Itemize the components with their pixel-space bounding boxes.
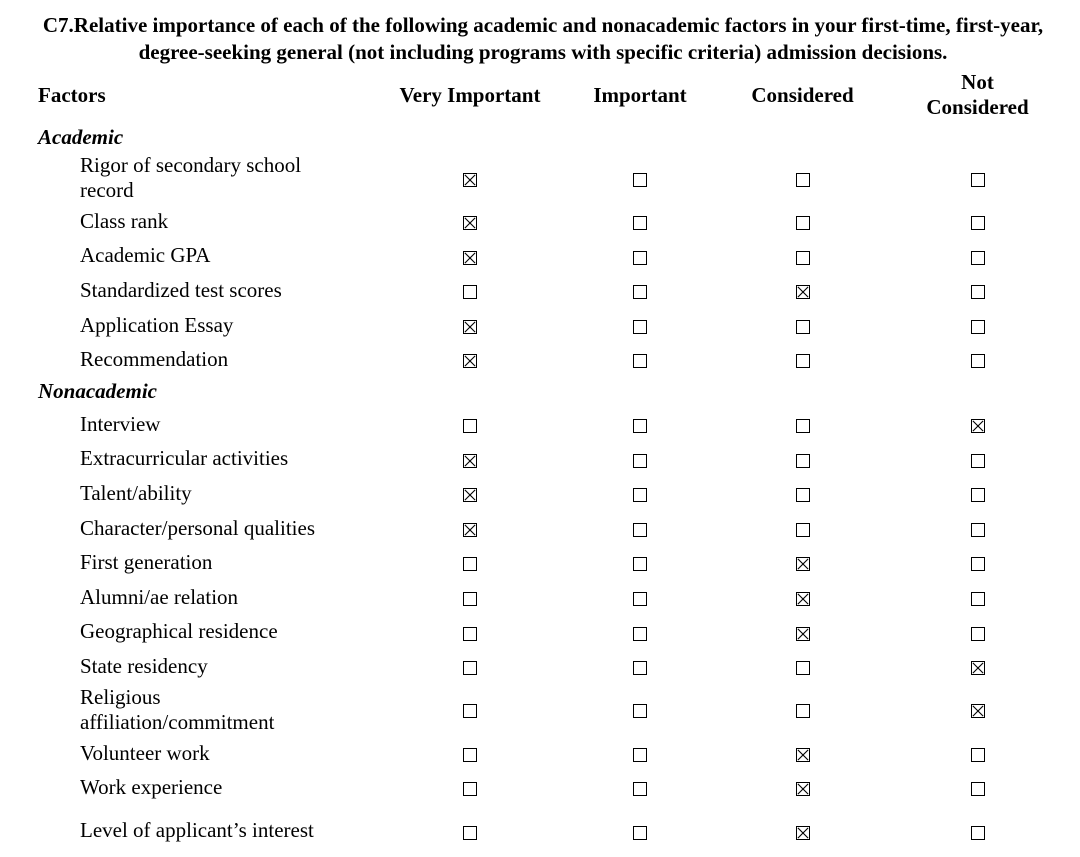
header-not-considered bbox=[880, 68, 1075, 122]
cell-important bbox=[555, 308, 725, 343]
cell-important bbox=[555, 342, 725, 377]
checkbox-considered[interactable] bbox=[796, 216, 810, 230]
header-not-considered-line1: Not bbox=[961, 70, 994, 94]
cell-important bbox=[555, 476, 725, 511]
checkbox-very-important[interactable] bbox=[463, 251, 477, 265]
x-mark-icon bbox=[972, 705, 984, 717]
cell-important bbox=[555, 684, 725, 736]
cell-considered bbox=[725, 308, 880, 343]
cell-very-important bbox=[385, 684, 555, 736]
table-row bbox=[0, 239, 1075, 274]
x-mark-icon bbox=[464, 455, 476, 467]
cell-important bbox=[555, 442, 725, 477]
x-mark-icon bbox=[464, 321, 476, 333]
x-mark-icon bbox=[464, 252, 476, 264]
form-question-title: C7.Relative importance of each of the following academic and nonacademic factors in your first-time, first-year, degree-seeking general (not including programs with specific criteria) admission decisions. bbox=[42, 13, 1044, 64]
checkbox-not-considered[interactable] bbox=[971, 488, 985, 502]
cell-considered bbox=[725, 805, 880, 857]
cell-very-important bbox=[385, 545, 555, 580]
checkbox-considered[interactable] bbox=[796, 661, 810, 675]
x-mark-icon bbox=[797, 783, 809, 795]
checkbox-considered[interactable] bbox=[796, 251, 810, 265]
table-row bbox=[0, 273, 1075, 308]
table-row bbox=[0, 615, 1075, 650]
header-not-considered-line2: Considered bbox=[926, 95, 1029, 119]
cell-very-important bbox=[385, 204, 555, 239]
checkbox-important[interactable] bbox=[633, 354, 647, 368]
checkbox-important[interactable] bbox=[633, 592, 647, 606]
section-heading-row bbox=[0, 377, 1075, 407]
table-header-row bbox=[0, 68, 1075, 122]
checkbox-considered[interactable] bbox=[796, 173, 810, 187]
checkbox-not-considered[interactable] bbox=[971, 782, 985, 796]
checkbox-very-important[interactable] bbox=[463, 454, 477, 468]
checkbox-very-important[interactable] bbox=[463, 704, 477, 718]
checkbox-very-important[interactable] bbox=[463, 661, 477, 675]
table-row bbox=[0, 342, 1075, 377]
checkbox-important[interactable] bbox=[633, 173, 647, 187]
checkbox-important[interactable] bbox=[633, 557, 647, 571]
checkbox-very-important[interactable] bbox=[463, 488, 477, 502]
header-considered: Considered bbox=[751, 82, 854, 107]
table-row bbox=[0, 649, 1075, 684]
cell-very-important bbox=[385, 442, 555, 477]
cell-important bbox=[555, 545, 725, 580]
checkbox-very-important[interactable] bbox=[463, 419, 477, 433]
cell-not-considered bbox=[880, 273, 1075, 308]
cell-very-important bbox=[385, 407, 555, 442]
table-row bbox=[0, 152, 1075, 204]
checkbox-not-considered[interactable] bbox=[971, 557, 985, 571]
checkbox-considered[interactable] bbox=[796, 782, 810, 796]
factor-label: Academic GPA bbox=[80, 243, 211, 268]
cell-very-important bbox=[385, 615, 555, 650]
checkbox-not-considered[interactable] bbox=[971, 216, 985, 230]
section-heading: Academic bbox=[38, 124, 124, 149]
checkbox-important[interactable] bbox=[633, 748, 647, 762]
cell-not-considered bbox=[880, 476, 1075, 511]
cell-considered bbox=[725, 407, 880, 442]
x-mark-icon bbox=[464, 217, 476, 229]
x-mark-icon bbox=[464, 355, 476, 367]
checkbox-considered[interactable] bbox=[796, 488, 810, 502]
x-mark-icon bbox=[464, 174, 476, 186]
x-mark-icon bbox=[797, 827, 809, 839]
cell-not-considered bbox=[880, 770, 1075, 805]
factor-label: State residency bbox=[80, 653, 208, 678]
cell-important bbox=[555, 580, 725, 615]
table-row bbox=[0, 204, 1075, 239]
checkbox-considered[interactable] bbox=[796, 704, 810, 718]
checkbox-not-considered[interactable] bbox=[971, 826, 985, 840]
checkbox-important[interactable] bbox=[633, 782, 647, 796]
cell-considered bbox=[725, 684, 880, 736]
cell-considered bbox=[725, 442, 880, 477]
header-important: Important bbox=[593, 82, 687, 107]
cell-not-considered bbox=[880, 580, 1075, 615]
cell-considered bbox=[725, 273, 880, 308]
checkbox-very-important[interactable] bbox=[463, 285, 477, 299]
x-mark-icon bbox=[797, 286, 809, 298]
cell-very-important bbox=[385, 308, 555, 343]
cell-important bbox=[555, 511, 725, 546]
table-row bbox=[0, 580, 1075, 615]
checkbox-not-considered[interactable] bbox=[971, 454, 985, 468]
cell-not-considered bbox=[880, 615, 1075, 650]
header-factors: Factors bbox=[38, 82, 106, 107]
checkbox-considered[interactable] bbox=[796, 627, 810, 641]
cell-not-considered bbox=[880, 805, 1075, 857]
factor-label: Rigor of secondary school record bbox=[80, 153, 302, 202]
checkbox-not-considered[interactable] bbox=[971, 285, 985, 299]
cell-considered bbox=[725, 476, 880, 511]
cell-not-considered bbox=[880, 407, 1075, 442]
cell-considered bbox=[725, 511, 880, 546]
checkbox-considered[interactable] bbox=[796, 557, 810, 571]
checkbox-not-considered[interactable] bbox=[971, 592, 985, 606]
checkbox-not-considered[interactable] bbox=[971, 627, 985, 641]
checkbox-very-important[interactable] bbox=[463, 782, 477, 796]
checkbox-not-considered[interactable] bbox=[971, 419, 985, 433]
cell-very-important bbox=[385, 476, 555, 511]
checkbox-not-considered[interactable] bbox=[971, 173, 985, 187]
cell-considered bbox=[725, 239, 880, 274]
cell-important bbox=[555, 649, 725, 684]
table-row bbox=[0, 770, 1075, 805]
x-mark-icon bbox=[464, 489, 476, 501]
cell-not-considered bbox=[880, 308, 1075, 343]
checkbox-important[interactable] bbox=[633, 454, 647, 468]
cell-considered bbox=[725, 204, 880, 239]
factor-label: Extracurricular activities bbox=[80, 446, 289, 471]
cell-not-considered bbox=[880, 152, 1075, 204]
checkbox-not-considered[interactable] bbox=[971, 523, 985, 537]
cell-very-important bbox=[385, 649, 555, 684]
cell-very-important bbox=[385, 511, 555, 546]
checkbox-not-considered[interactable] bbox=[971, 704, 985, 718]
cell-considered bbox=[725, 615, 880, 650]
section-heading: Nonacademic bbox=[38, 379, 157, 404]
checkbox-very-important[interactable] bbox=[463, 826, 477, 840]
cell-considered bbox=[725, 342, 880, 377]
factor-label: First generation bbox=[80, 550, 213, 575]
checkbox-considered[interactable] bbox=[796, 354, 810, 368]
checkbox-not-considered[interactable] bbox=[971, 661, 985, 675]
checkbox-important[interactable] bbox=[633, 826, 647, 840]
cell-not-considered bbox=[880, 342, 1075, 377]
cell-very-important bbox=[385, 273, 555, 308]
cell-not-considered bbox=[880, 204, 1075, 239]
x-mark-icon bbox=[972, 662, 984, 674]
factor-label: Interview bbox=[80, 411, 161, 436]
checkbox-important[interactable] bbox=[633, 627, 647, 641]
checkbox-important[interactable] bbox=[633, 661, 647, 675]
table-row bbox=[0, 805, 1075, 857]
cell-considered bbox=[725, 580, 880, 615]
cell-important bbox=[555, 273, 725, 308]
cell-not-considered bbox=[880, 684, 1075, 736]
factor-label: Level of applicant’s interest bbox=[80, 818, 314, 843]
checkbox-considered[interactable] bbox=[796, 592, 810, 606]
factor-label: Talent/ability bbox=[80, 480, 192, 505]
cell-considered bbox=[725, 770, 880, 805]
checkbox-important[interactable] bbox=[633, 320, 647, 334]
checkbox-considered[interactable] bbox=[796, 523, 810, 537]
checkbox-considered[interactable] bbox=[796, 748, 810, 762]
x-mark-icon bbox=[797, 628, 809, 640]
factor-label: Work experience bbox=[80, 775, 223, 800]
cell-important bbox=[555, 204, 725, 239]
checkbox-very-important[interactable] bbox=[463, 557, 477, 571]
checkbox-important[interactable] bbox=[633, 285, 647, 299]
cell-not-considered bbox=[880, 545, 1075, 580]
cell-important bbox=[555, 736, 725, 771]
table-row bbox=[0, 308, 1075, 343]
table-row bbox=[0, 511, 1075, 546]
cell-very-important bbox=[385, 580, 555, 615]
cell-very-important bbox=[385, 736, 555, 771]
factor-label: Standardized test scores bbox=[80, 277, 282, 302]
cell-important bbox=[555, 805, 725, 857]
checkbox-very-important[interactable] bbox=[463, 173, 477, 187]
table-row bbox=[0, 442, 1075, 477]
checkbox-important[interactable] bbox=[633, 251, 647, 265]
checkbox-considered[interactable] bbox=[796, 419, 810, 433]
factor-label: Volunteer work bbox=[80, 740, 210, 765]
cell-considered bbox=[725, 736, 880, 771]
cell-not-considered bbox=[880, 511, 1075, 546]
cell-not-considered bbox=[880, 442, 1075, 477]
checkbox-very-important[interactable] bbox=[463, 354, 477, 368]
cell-considered bbox=[725, 152, 880, 204]
table-row bbox=[0, 736, 1075, 771]
checkbox-very-important[interactable] bbox=[463, 748, 477, 762]
checkbox-considered[interactable] bbox=[796, 320, 810, 334]
x-mark-icon bbox=[464, 524, 476, 536]
cell-not-considered bbox=[880, 239, 1075, 274]
checkbox-considered[interactable] bbox=[796, 454, 810, 468]
checkbox-important[interactable] bbox=[633, 704, 647, 718]
cell-very-important bbox=[385, 805, 555, 857]
admission-factors-table bbox=[0, 68, 1075, 857]
factor-label: Geographical residence bbox=[80, 619, 278, 644]
x-mark-icon bbox=[797, 558, 809, 570]
cell-very-important bbox=[385, 152, 555, 204]
factor-label: Class rank bbox=[80, 208, 169, 233]
cell-considered bbox=[725, 545, 880, 580]
checkbox-not-considered[interactable] bbox=[971, 354, 985, 368]
checkbox-considered[interactable] bbox=[796, 285, 810, 299]
factor-label: Character/personal qualities bbox=[80, 515, 315, 540]
cell-not-considered bbox=[880, 736, 1075, 771]
table-row bbox=[0, 545, 1075, 580]
x-mark-icon bbox=[797, 749, 809, 761]
factor-label: Religious affiliation/commitment bbox=[80, 684, 275, 734]
table-row bbox=[0, 476, 1075, 511]
checkbox-important[interactable] bbox=[633, 523, 647, 537]
x-mark-icon bbox=[797, 593, 809, 605]
factor-label: Recommendation bbox=[80, 347, 229, 372]
checkbox-very-important[interactable] bbox=[463, 320, 477, 334]
checkbox-very-important[interactable] bbox=[463, 523, 477, 537]
cell-important bbox=[555, 770, 725, 805]
header-very-important: Very Important bbox=[399, 82, 541, 107]
checkbox-important[interactable] bbox=[633, 488, 647, 502]
table-row bbox=[0, 407, 1075, 442]
checkbox-very-important[interactable] bbox=[463, 592, 477, 606]
cell-very-important bbox=[385, 342, 555, 377]
cell-very-important bbox=[385, 239, 555, 274]
cell-important bbox=[555, 239, 725, 274]
checkbox-important[interactable] bbox=[633, 419, 647, 433]
factor-label: Alumni/ae relation bbox=[80, 584, 239, 609]
factor-label: Application Essay bbox=[80, 312, 234, 337]
cell-important bbox=[555, 152, 725, 204]
x-mark-icon bbox=[972, 420, 984, 432]
cell-not-considered bbox=[880, 649, 1075, 684]
checkbox-important[interactable] bbox=[633, 216, 647, 230]
checkbox-not-considered[interactable] bbox=[971, 748, 985, 762]
cell-important bbox=[555, 407, 725, 442]
checkbox-very-important[interactable] bbox=[463, 216, 477, 230]
checkbox-not-considered[interactable] bbox=[971, 251, 985, 265]
checkbox-very-important[interactable] bbox=[463, 627, 477, 641]
cell-important bbox=[555, 615, 725, 650]
checkbox-not-considered[interactable] bbox=[971, 320, 985, 334]
checkbox-considered[interactable] bbox=[796, 826, 810, 840]
table-row bbox=[0, 684, 1075, 736]
section-heading-row bbox=[0, 122, 1075, 152]
cell-very-important bbox=[385, 770, 555, 805]
cell-considered bbox=[725, 649, 880, 684]
